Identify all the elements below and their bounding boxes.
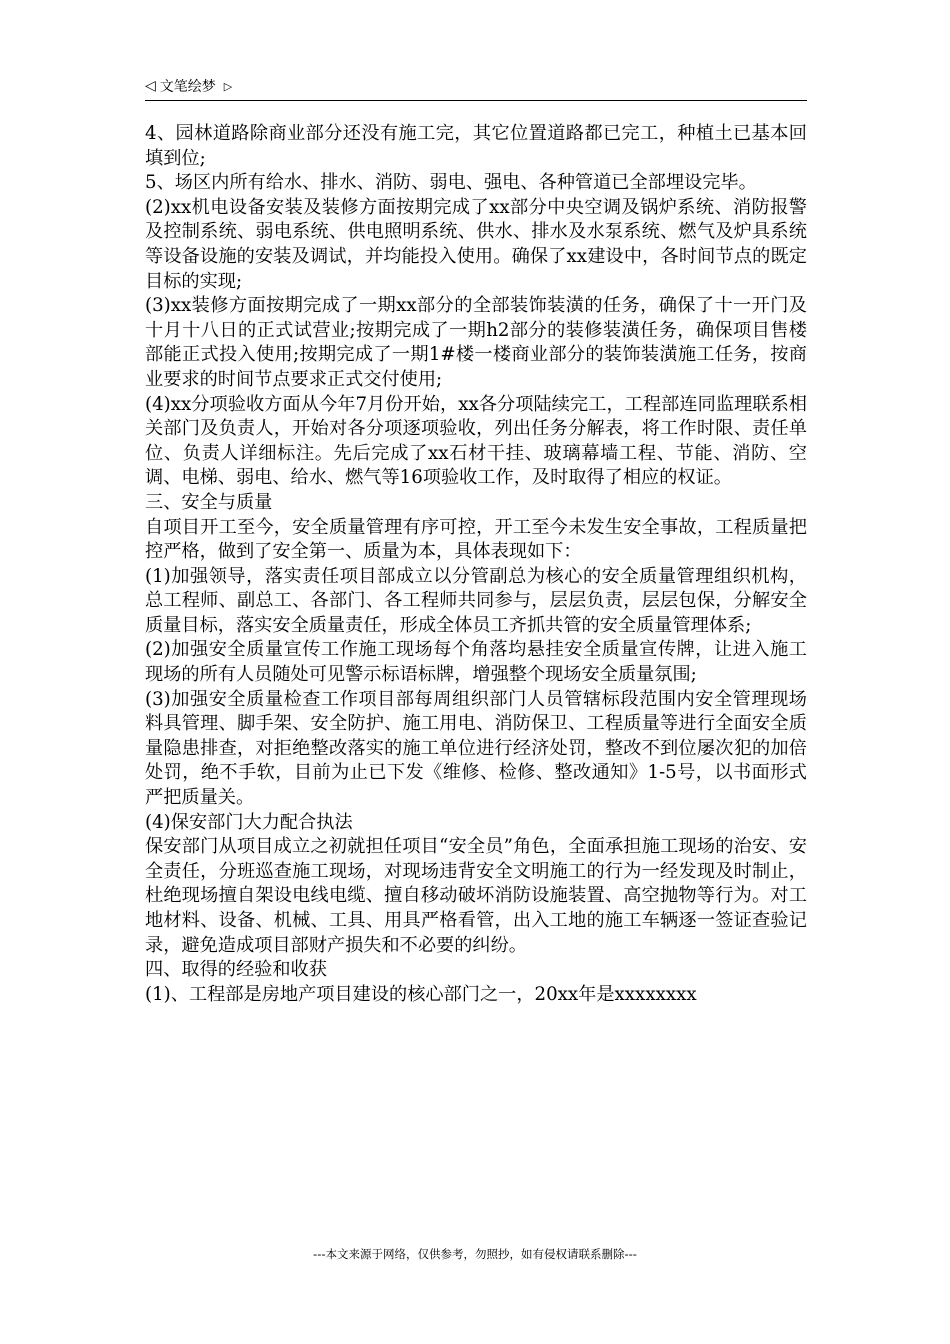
page-header (145, 74, 807, 101)
paragraph: (1)加强领导，落实责任项目部成立以分管副总为核心的安全质量管理组织机构，总工程师、副总工、各部门、各工程师共同参与，层层负责，层层包保，分解安全质量目标，落实安全质量责任，形成全体员工齐抓共管的安全质量管理体系; (145, 565, 807, 636)
paragraph: 保安部门从项目成立之初就担任项目“安全员”角色，全面承担施工现场的治安、安全责任，分班巡查施工现场，对现场违背安全文明施工的行为一经发现及时制止，杜绝现场擅自架设电线电缆、擅自移动破坏消防设施装置、高空抛物等行为。对工地材料、设备、机械、工具、用具严格看管，出入工地的施工车辆逐一签证查验记录，避免造成项目部财产损失和不必要的纠纷。 (145, 836, 807, 956)
paragraph: 4、园林道路除商业部分还没有施工完，其它位置道路都已完工，种植土已基本回填到位; (145, 123, 807, 169)
right-triangle-icon: ▷ (223, 79, 233, 93)
section-heading: 四、取得的经验和收获 (145, 959, 327, 981)
document-body (145, 122, 807, 1007)
paragraph: (2)加强安全质量宣传工作施工现场每个角落均悬挂安全质量宣传牌，让进入施工现场的所有人员随处可见警示标语标牌，增强整个现场安全质量氛围; (145, 639, 807, 686)
paragraph: (4)保安部门大力配合执法 (145, 811, 353, 833)
header-title: 文笔绘梦 (159, 79, 216, 95)
page-footer: ---本文来源于网络，仅供参考，勿照抄，如有侵权请联系删除--- (313, 1247, 637, 1261)
section-heading: 三、安全与质量 (145, 491, 273, 513)
paragraph: (3)xx装修方面按期完成了一期xx部分的全部装饰装潢的任务，确保了十一开门及十月十八日的正式试营业;按期完成了一期h2部分的装修装潢任务，确保项目售楼部能正式投入使用;按期完成了一期1#楼一楼商业部分的装饰装潢施工任务，按商业要求的时间节点要求正式交付使用; (145, 295, 807, 390)
paragraph: (4)xx分项验收方面从今年7月份开始，xx各分项陆续完工，工程部连同监理联系相关部门及负责人，开始对各分项逐项验收，列出任务分解表，将工作时限、责任单位、负责人详细标注。先后完成了xx石材干挂、玻璃幕墙工程、节能、消防、空调、电梯、弱电、给水、燃气等16项验收工作，及时取得了相应的权证。 (145, 393, 807, 489)
paragraph: 自项目开工至今，安全质量管理有序可控，开工至今未发生安全事故，工程质量把控严格，做到了安全第一、质量为本，具体表现如下： (145, 516, 807, 563)
paragraph: 5、场区内所有给水、排水、消防、弱电、强电、各种管道已全部埋设完毕。 (145, 172, 757, 194)
paragraph: (3)加强安全质量检查工作项目部每周组织部门人员管辖标段范围内安全管理现场料具管理、脚手架、安全防护、施工用电、消防保卫、工程质量等进行全面安全质量隐患排查，对拒绝整改落实的施工单位进行经济处罚，整改不到位屡次犯的加倍处罚，绝不手软，目前为止已下发《维修、检修、整改通知》1-5号，以书面形式严把质量关。 (145, 688, 807, 809)
paragraph: (1)、工程部是房地产项目建设的核心部门之一，20xx年是xxxxxxxx (145, 983, 697, 1005)
paragraph: (2)xx机电设备安装及装修方面按期完成了xx部分中央空调及锅炉系统、消防报警及控制系统、弱电系统、供电照明系统、供水、排水及水泵系统、燃气及炉具系统等设备设施的安装及调试，并均能投入使用。确保了xx建设中，各时间节点的既定目标的实现; (145, 196, 807, 292)
header-row (145, 76, 232, 96)
left-triangle-icon: ◁ (145, 78, 156, 94)
